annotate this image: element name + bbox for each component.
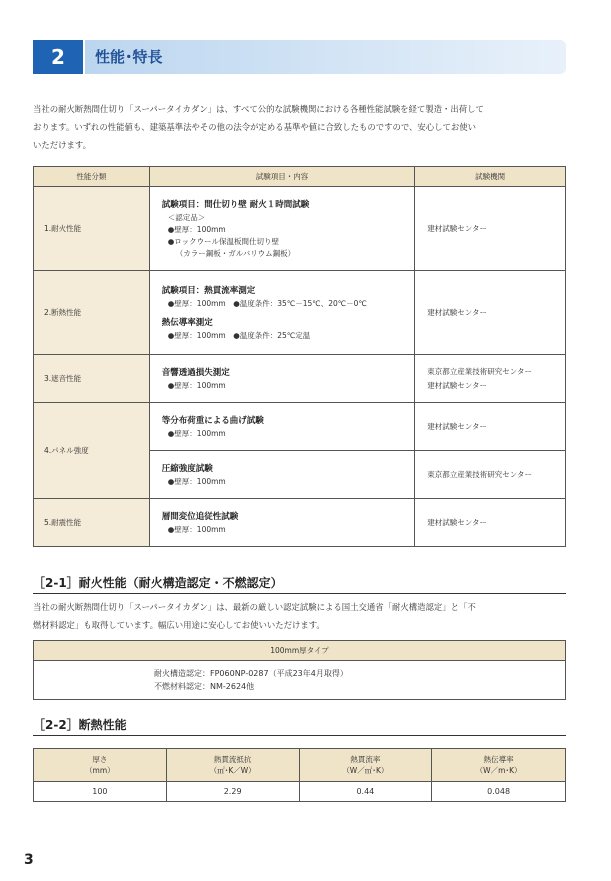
test-title: 圧縮強度試験	[161, 463, 213, 474]
test-detail: ●壁厚：100mm ●温度条件：35℃－15℃、20℃－0℃	[167, 298, 367, 308]
page-number: 3	[24, 852, 34, 868]
test-title: 試験項目：間仕切り壁 耐火１時間試験	[161, 199, 310, 210]
institution-cell	[415, 187, 566, 271]
test-title: 音響透過損失測定	[161, 367, 230, 378]
institution-name: 東京都立産業技術研究センター	[427, 366, 532, 376]
institution-cell	[415, 499, 566, 547]
certification-cell	[34, 661, 566, 700]
institution-name: 建材試験センター	[427, 223, 487, 233]
institution-name: 建材試験センター	[427, 517, 487, 527]
subsection-title-insulation: ［2-2］断熱性能	[33, 718, 127, 732]
fire-line: 当社の耐火断熱間仕切り「スーパータイカダン」は、最新の厳しい認定試験による国土交通省「耐火構造認定」と「不	[33, 602, 476, 612]
performance-table	[33, 166, 566, 547]
certification-table	[33, 640, 566, 700]
certification-line: 耐火構造認定：FP060NP-0287（平成23年4月取得）	[154, 669, 348, 678]
intro-paragraph	[33, 100, 568, 154]
conductivity-value: 0.048	[432, 782, 566, 802]
test-detail: ●壁厚：100mm	[167, 476, 226, 486]
category-cell: 4.パネル強度	[34, 403, 150, 499]
table-header-row	[34, 749, 566, 782]
insulation-table	[33, 748, 566, 802]
test-detail: ●壁厚：100mm	[167, 224, 226, 234]
test-item-cell	[149, 271, 415, 355]
institution-cell: 建材試験センター	[415, 403, 566, 451]
test-title: 試験項目：熱貫流率測定	[161, 285, 256, 296]
table-row	[34, 782, 566, 802]
header-conductivity: 熱伝導率 （W／m･K）	[432, 749, 566, 782]
subsection-rule	[33, 593, 566, 594]
table-row	[34, 403, 566, 451]
intro-line: 当社の耐火断熱間仕切り「スーパータイカダン」は、すべて公的な試験機関における各種性能試験を経て製造・出荷して	[33, 104, 484, 114]
institution-cell	[415, 355, 566, 403]
section-header	[33, 40, 566, 74]
category-cell: 3.遮音性能	[34, 355, 150, 403]
test-item-cell	[149, 355, 415, 403]
test-item-cell	[149, 499, 415, 547]
section-number: 2	[33, 40, 83, 74]
institution-cell	[415, 271, 566, 355]
thickness-value: 100	[34, 782, 167, 802]
test-item-cell	[149, 403, 415, 451]
category-cell: 2.断熱性能	[34, 271, 150, 355]
table-row	[34, 355, 566, 403]
subsection-title-fire: ［2-1］耐火性能（耐火構造認定・不燃認定）	[33, 576, 283, 590]
certification-header: 100mm厚タイプ	[34, 641, 566, 661]
fire-line: 燃材料認定」も取得しています。幅広い用途に安心してお使いいただけます。	[33, 620, 325, 630]
certification-line: 不燃材料認定：NM-2624他	[154, 682, 255, 691]
institution-cell: 東京都立産業技術研究センター	[415, 451, 566, 499]
test-title: 層間変位追従性試験	[161, 511, 239, 522]
header-thickness: 厚さ （mm）	[34, 749, 167, 782]
section-title: 性能･特長	[95, 48, 163, 66]
u-value: 0.44	[299, 782, 432, 802]
test-title: 等分布荷重による曲げ試験	[161, 415, 264, 426]
test-title: 熱伝導率測定	[161, 317, 213, 328]
table-row	[34, 271, 566, 355]
header-thermal-resistance: 熱貫流抵抗 （㎡･K／W）	[166, 749, 299, 782]
intro-line: いただけます。	[33, 140, 91, 150]
category-cell: 1.耐火性能	[34, 187, 150, 271]
test-detail: ●壁厚：100mm	[167, 380, 226, 390]
test-detail: ●壁厚：100mm	[167, 428, 226, 438]
table-header-row	[34, 167, 566, 187]
institution-name: 建材試験センター	[427, 380, 487, 390]
test-detail: （カラー鋼板・ガルバリウム鋼板）	[175, 248, 296, 258]
test-item-cell	[149, 187, 415, 271]
institution-name: 建材試験センター	[427, 307, 487, 317]
test-detail: ●ロックウール保温板間仕切り壁	[167, 236, 280, 246]
table-row	[34, 499, 566, 547]
table-row	[34, 187, 566, 271]
subsection-rule	[33, 735, 566, 736]
header-test-item: 試験項目・内容	[149, 167, 415, 187]
test-item-cell	[149, 451, 415, 499]
header-u-value: 熱貫流率 （W／㎡･K）	[299, 749, 432, 782]
intro-line: おります。いずれの性能値も、建築基準法やその他の法令が定める基準や値に合致したものですので、安心してお使い	[33, 122, 477, 132]
header-institution: 試験機関	[415, 167, 566, 187]
test-detail: ●壁厚：100mm ●温度条件：25℃定温	[167, 330, 311, 340]
test-detail: ＜認定品＞	[167, 212, 206, 222]
thermal-resistance-value: 2.29	[166, 782, 299, 802]
header-category: 性能分類	[34, 167, 150, 187]
test-detail: ●壁厚：100mm	[167, 524, 226, 534]
fire-paragraph	[33, 598, 568, 634]
category-cell: 5.耐震性能	[34, 499, 150, 547]
